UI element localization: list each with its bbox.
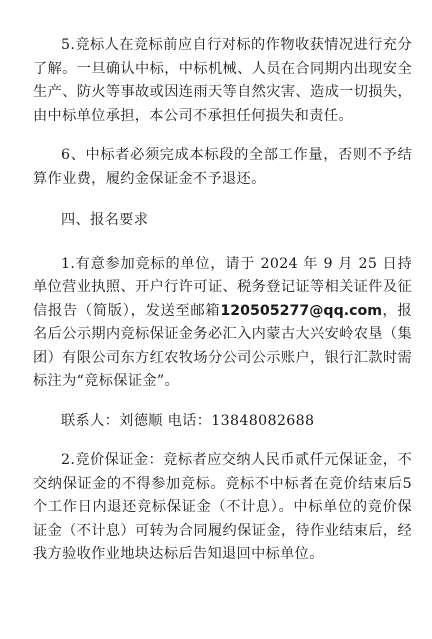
section-heading-registration: 四、报名要求 xyxy=(61,212,149,228)
paragraph-item-6: 6、中标者必须完成本标段的全部工作量，否则不予结算作业费，履约金保证金不予退还。 xyxy=(33,147,412,187)
registration-1-text-after-email: ，报名后公示期内竞标保证金务必汇入内蒙古大兴安岭农垦（集团）有限公司东方红农牧场分公司公示账户，银行汇款时需标注为“竞标保证金”。 xyxy=(33,302,412,389)
registration-1-text-before-email: 1.有意参加竞标的单位，请于 2024 年 9 月 25 日持单位营业执照、开户行许可证、税务登记证等相关证件及征信报告（简版），发送至邮箱 xyxy=(33,255,412,319)
paragraph-registration-1 xyxy=(33,253,412,394)
registration-email-address: 120505277@qq.com xyxy=(220,302,383,319)
paragraph-item-5: 5.竞标人在竞标前应自行对标的作物收获情况进行充分了解。一旦确认中标，中标机械、人员在合同期内出现安全生产、防火等事故或因连雨天等自然灾害、造成一切损失，由中标单位承担，本公司不承担任何损失和责任。 xyxy=(33,37,412,124)
paragraph-registration-2: 2.竞价保证金：竞标者应交纳人民币贰仟元保证金，不交纳保证金的不得参加竞标。竞标不中标者在竞价结束后5个工作日内退还竞标保证金（不计息）。中标单位的竞价保证金（不计息）可转为合同履约保证金，待作业结束后，经我方验收作业地块达标后告知退回中标单位。 xyxy=(33,452,412,562)
contact-line: 联系人：刘德顺 电话：13848082688 xyxy=(61,412,315,429)
